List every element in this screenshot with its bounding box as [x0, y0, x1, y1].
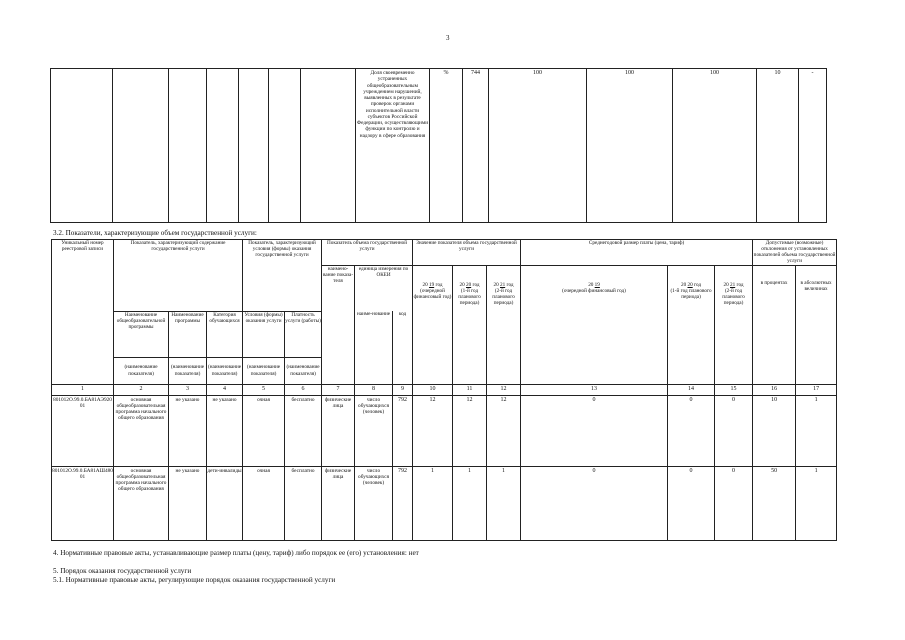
header-volume-group: Показатель объема государственной услуги [322, 240, 413, 266]
year-suffix: 21 [499, 281, 506, 288]
fee-2020-cell: 0 [668, 395, 715, 466]
year-prefix: 20 [493, 281, 499, 288]
header-deviation-absolute: в абсолютных величинах [796, 265, 837, 384]
column-number: 7 [322, 384, 355, 395]
quality-indicator-table [50, 68, 827, 223]
column-numbers-row [52, 384, 837, 395]
deviation-percent-cell: 50 [753, 466, 796, 540]
column-number: 2 [114, 384, 169, 395]
year-word: год [693, 281, 702, 288]
column-number: 12 [487, 384, 521, 395]
sub-label: (наименование показателя) [169, 357, 207, 384]
code-cell: 792 [393, 466, 413, 540]
header-fee-2021 [715, 265, 753, 384]
deviation-absolute-cell: 1 [796, 395, 837, 466]
indicator-deviation-absolute: - [799, 69, 827, 223]
section-5-1-heading: 5.1. Нормативные правовые акты, регулирующие порядок оказания государственной услуги [53, 576, 336, 584]
registry-number: 801012О.99.0.БА81АШ48001 [52, 466, 114, 540]
year-word: год [506, 281, 514, 288]
header-conditions: Условия (формы) оказания услуги [243, 311, 285, 357]
header-unit-code: код [393, 311, 413, 384]
header-row-1 [52, 240, 837, 266]
column-number: 17 [796, 384, 837, 395]
indicator-unit: % [430, 69, 463, 223]
sub-label: (наименование показателя) [114, 357, 169, 384]
value-2021-cell: 1 [487, 466, 521, 540]
cell-empty [239, 69, 269, 223]
year-desc: (очередной финансовый год) [562, 287, 626, 294]
cell-empty [301, 69, 356, 223]
header-value-2021 [487, 265, 521, 384]
column-number: 3 [169, 384, 207, 395]
header-registry: Уникальный номер реестровой записи [52, 240, 114, 385]
volume-indicator-table [51, 239, 837, 541]
fee-2021-cell: 0 [715, 395, 753, 466]
category-cell: дети-инвалиды [207, 466, 243, 540]
registry-number: 801012О.99.0.БА81АЭ92001 [52, 395, 114, 466]
year-prefix: 20 [459, 281, 465, 288]
column-number: 16 [753, 384, 796, 395]
fee-2020-cell: 0 [668, 466, 715, 540]
table-row [52, 466, 837, 540]
value-2021-cell: 12 [487, 395, 521, 466]
indicator-name: Доля своевременно устраненных общеобразовательным учреждением нарушений, выявленных в результате проверок органами исполнительной власти субъектов Российской Федерации, осуществляющими функции по контролю и надзору в сфере образования [356, 69, 430, 223]
header-fee-2020 [668, 265, 715, 384]
header-category: Категория обучающихся [207, 311, 243, 357]
header-deviation-group: Допустимые (возможные) отклонения от установленных показателей объема государственной услуги [753, 240, 836, 265]
year-desc: (1-й год планового периода) [670, 287, 712, 300]
header-content-group: Показатель, характеризующий содержание государственной услуги [114, 240, 243, 312]
value-2020-cell: 1 [453, 466, 487, 540]
column-number: 6 [285, 384, 322, 395]
column-number: 13 [521, 384, 668, 395]
header-value-2019 [413, 265, 453, 384]
cell-empty [269, 69, 301, 223]
header-conditions-group: Показатель, характеризующий условия (формы) оказания государственной услуги [243, 240, 322, 312]
column-number: 10 [413, 384, 453, 395]
section-3-2-heading: 3.2. Показатели, характеризующие объем государственной услуги: [53, 229, 257, 237]
conditions-cell: очная [243, 466, 285, 540]
header-program-name: Наименование программы [169, 311, 207, 357]
year-prefix: 20 [681, 281, 687, 288]
indicator-value-2020: 100 [587, 69, 673, 223]
payment-cell: бесплатно [285, 466, 322, 540]
year-suffix: 21 [730, 281, 736, 288]
header-fee-2019 [521, 265, 668, 384]
unit-cell: число обучающихся (человек) [355, 395, 393, 466]
column-number: 11 [453, 384, 487, 395]
header-value-2020 [453, 265, 487, 384]
column-number: 9 [393, 384, 413, 395]
column-number: 14 [668, 384, 715, 395]
year-desc: (1-й год планового периода) [458, 287, 481, 306]
year-suffix: 20 [465, 281, 472, 288]
header-program: Наименование общеобразовательной программы [114, 311, 169, 357]
year-prefix: 20 [723, 281, 729, 288]
column-number: 4 [207, 384, 243, 395]
section-4-heading: 4. Нормативные правовые акты, устанавливающие размер платы (цену, тариф) либо порядок ее (его) установления: нет [53, 549, 419, 557]
program-cell: основная общеобразовательная программа начального общего образования [114, 466, 169, 540]
header-fee-group: Среднегодовой размер платы (цена, тариф) [521, 240, 753, 266]
indicator-cell: физические лица [322, 466, 355, 540]
cell-empty [207, 69, 239, 223]
program-cell: основная общеобразовательная программа начального общего образования [114, 395, 169, 466]
header-volume-unit: единица измерения по ОКЕИ [355, 265, 413, 311]
header-unit-name: наиме-нование [355, 311, 393, 384]
indicator-cell: физические лица [322, 395, 355, 466]
quality-indicator-row [51, 69, 827, 223]
header-volume-name: наимено-вание показа-теля [322, 265, 355, 384]
table-row [52, 395, 837, 466]
indicator-value-2021: 100 [673, 69, 757, 223]
header-value-group: Значение показателя объема государственной услуги [413, 240, 521, 266]
program-name-cell: не указано [169, 466, 207, 540]
year-word: год [736, 281, 744, 288]
year-desc: (очередной финансовый год) [413, 287, 452, 300]
column-number: 15 [715, 384, 753, 395]
year-suffix: 19 [428, 281, 435, 288]
year-suffix: 20 [687, 281, 693, 288]
indicator-deviation-percent: 10 [757, 69, 799, 223]
sub-label: (наименование показателя) [243, 357, 285, 384]
code-cell: 792 [393, 395, 413, 466]
header-deviation-percent: в процентах [753, 265, 796, 384]
sub-label: (наименование показателя) [207, 357, 243, 384]
conditions-cell: очная [243, 395, 285, 466]
year-word: год [435, 281, 443, 288]
year-prefix: 20 [422, 281, 428, 288]
cell-empty [51, 69, 113, 223]
year-suffix: 19 [594, 281, 600, 288]
header-payment: Платность услуги (работы) [285, 311, 322, 357]
fee-2019-cell: 0 [521, 466, 668, 540]
cell-empty [169, 69, 207, 223]
year-word: год [472, 281, 480, 288]
category-cell: не указано [207, 395, 243, 466]
column-number: 1 [52, 384, 114, 395]
year-prefix: 20 [588, 281, 594, 288]
indicator-okei: 744 [463, 69, 489, 223]
fee-2019-cell: 0 [521, 395, 668, 466]
deviation-absolute-cell: 1 [796, 466, 837, 540]
value-2019-cell: 1 [413, 466, 453, 540]
unit-cell: число обучающихся (человек) [355, 466, 393, 540]
payment-cell: бесплатно [285, 395, 322, 466]
indicator-value-2019: 100 [489, 69, 587, 223]
section-5-heading: 5. Порядок оказания государственной услуги [53, 567, 192, 575]
year-desc: (2-й год планового периода) [722, 287, 745, 306]
value-2019-cell: 12 [413, 395, 453, 466]
sub-label: (наименование показателя) [285, 357, 322, 384]
program-name-cell: не указано [169, 395, 207, 466]
column-number: 8 [355, 384, 393, 395]
year-desc: (2-й год планового периода) [492, 287, 515, 306]
page-number: 3 [446, 34, 450, 42]
deviation-percent-cell: 10 [753, 395, 796, 466]
cell-empty [113, 69, 169, 223]
column-number: 5 [243, 384, 285, 395]
value-2020-cell: 12 [453, 395, 487, 466]
fee-2021-cell: 0 [715, 466, 753, 540]
